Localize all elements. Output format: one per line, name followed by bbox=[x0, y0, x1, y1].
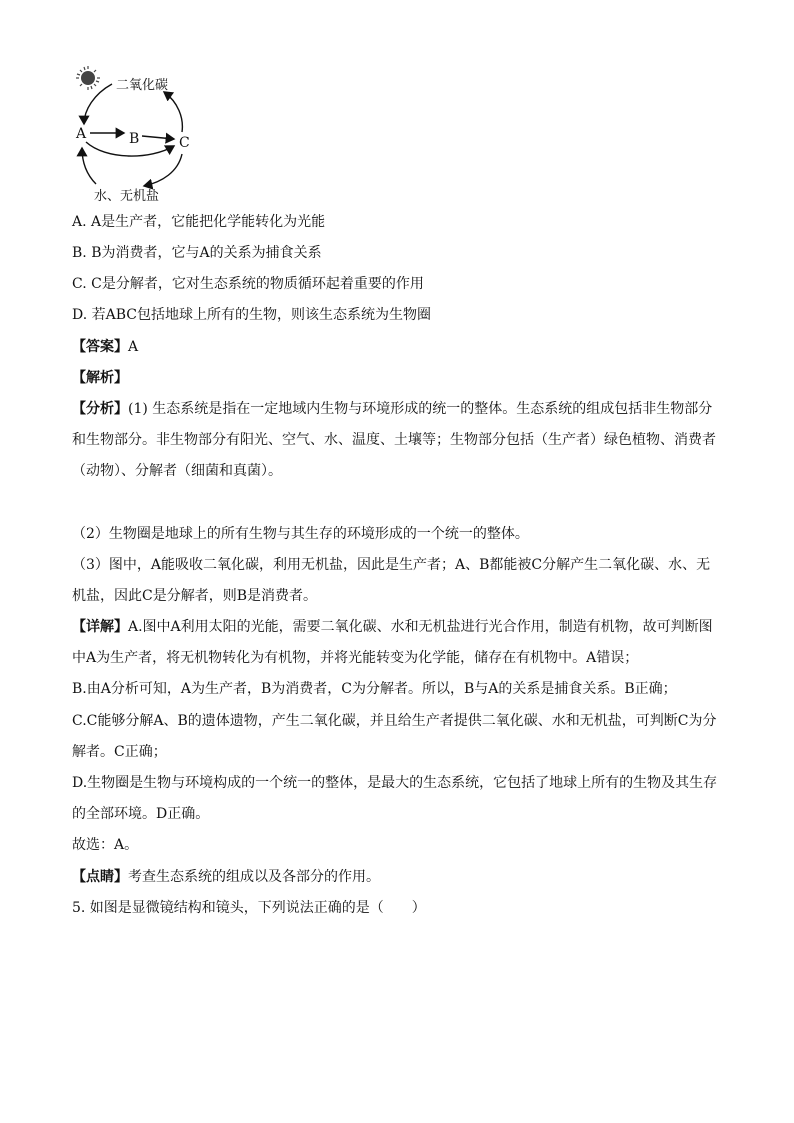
dianjing-line: 【点睛】考查生态系统的组成以及各部分的作用。 bbox=[72, 869, 380, 885]
xiangjie-d-line-1: D.生物圈是生物与环境构成的一个统一的整体，是最大的生态系统，它包括了地球上所有的生物及其生存 bbox=[72, 775, 718, 791]
option-d: D. 若ABC包括地球上所有的生物，则该生态系统为生物圈 bbox=[72, 307, 431, 323]
arrow-b-to-c bbox=[142, 136, 174, 139]
next-question: 5. 如图是显微镜结构和镜头，下列说法正确的是（ ） bbox=[72, 900, 426, 916]
option-c: C. C是分解者，它对生态系统的物质循环起着重要的作用 bbox=[72, 276, 424, 292]
answer-text: A bbox=[128, 339, 139, 355]
analysis-tag: 【解析】 bbox=[72, 370, 128, 386]
xiangjie-d-line-2: 的全部环境。D正确。 bbox=[72, 806, 210, 822]
node-c-label: C bbox=[179, 135, 190, 151]
point-3-line-2: 机盐，因此C是分解者，则B是消费者。 bbox=[72, 588, 317, 604]
fenxi-line-1: 【分析】(1) 生态系统是指在一定地域内生物与环境形成的统一的整体。生态系统的组成包括非生物部分 bbox=[72, 401, 713, 417]
xiangjie-a-line-2: 中A为生产者，将无机物转化为有机物，并将光能转变为化学能，储存在有机物中。A错误； bbox=[72, 650, 639, 666]
answer-line bbox=[72, 337, 732, 357]
xiangjie-c-line-2: 解者。C正确； bbox=[72, 744, 167, 760]
dianjing-tag: 【点睛】 bbox=[72, 869, 128, 885]
fenxi-line-2: 和生物部分。非生物部分有阳光、空气、水、温度、土壤等；生物部分包括（生产者）绿色植物、消费者 bbox=[72, 432, 716, 448]
choice-line: 故选：A。 bbox=[72, 837, 139, 853]
option-a: A. A是生产者，它能把化学能转化为光能 bbox=[72, 214, 326, 230]
node-a-label: A bbox=[76, 126, 87, 142]
co2-label: 二氧化碳 bbox=[116, 78, 169, 93]
answer-tag: 【答案】 bbox=[72, 339, 128, 355]
point-3-line-1: （3）图中，A能吸收二氧化碳，利用无机盐，因此是生产者；A、B都能被C分解产生二氧化碳、水、无 bbox=[72, 557, 711, 573]
water-salt-label: 水、无机盐 bbox=[94, 189, 160, 204]
fenxi-tag: 【分析】 bbox=[72, 401, 128, 417]
arrow-c-to-co2 bbox=[164, 92, 182, 132]
arrow-c-to-water bbox=[144, 154, 182, 186]
xiangjie-b-line: B.由A分析可知，A为生产者，B为消费者，C为分解者。所以，B与A的关系是捕食关系。B正确； bbox=[72, 681, 677, 697]
option-b: B. B为消费者，它与A的关系为捕食关系 bbox=[72, 245, 322, 261]
node-b-label: B bbox=[129, 131, 140, 147]
sun-icon bbox=[76, 66, 100, 90]
fenxi-line-3: （动物）、分解者（细菌和真菌）。 bbox=[72, 463, 282, 479]
xiangjie-tag: 【详解】 bbox=[72, 619, 128, 635]
ecosystem-diagram bbox=[66, 64, 206, 206]
arrow-water-to-a bbox=[82, 148, 96, 184]
point-2: （2）生物圈是地球上的所有生物与其生存的环境形成的一个统一的整体。 bbox=[72, 526, 529, 542]
xiangjie-a-line-1: 【详解】A.图中A利用太阳的光能，需要二氧化碳、水和无机盐进行光合作用，制造有机物，故可判断图 bbox=[72, 619, 713, 635]
xiangjie-c-line-1: C.C能够分解A、B的遗体遗物，产生二氧化碳，并且给生产者提供二氧化碳、水和无机盐，可判断C为分 bbox=[72, 713, 717, 729]
